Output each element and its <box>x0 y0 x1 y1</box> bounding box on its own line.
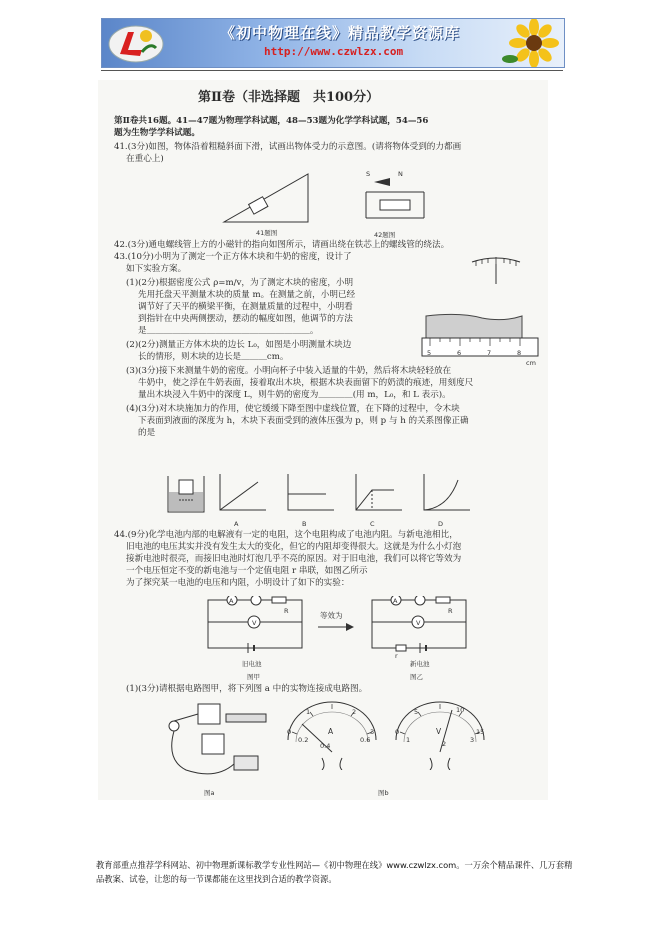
voltmeter-tick-label: 0 <box>395 728 400 736</box>
q44-line: 接新电池时很亮，而接旧电池时灯泡几乎不亮的原因。对于旧电池，我们可以将它等效为 <box>126 554 462 564</box>
scanned-exam-page <box>98 80 548 800</box>
circuit-diagram-yi <box>368 596 472 660</box>
q43-line: 长的情形，则木块的边长是＿＿＿cm。 <box>138 352 289 362</box>
voltmeter-tick-label: 10 <box>456 706 465 714</box>
graph-option-c <box>350 472 406 520</box>
voltmeter-sub-label: 3 <box>470 736 475 744</box>
voltmeter-tick-label: 15 <box>476 728 485 736</box>
banner-rule <box>101 70 563 71</box>
ruler-tick-label: 8 <box>517 349 522 357</box>
ammeter-tick-label: 3 <box>370 728 375 736</box>
intro-line: 题为生物学学科试题。 <box>114 128 200 138</box>
sunflower-icon <box>500 19 564 67</box>
q43-line: 是＿＿＿＿＿＿＿＿＿＿＿＿＿＿＿＿＿＿＿。 <box>138 326 319 336</box>
ruler-unit: cm <box>526 359 536 367</box>
graph-option-a <box>214 472 270 520</box>
footer-note: 教育部重点推荐学科网站、初中物理新课标教学专业性网站—《初中物理在线》www.czwlzx.com。一万余个精品课件、几万套精品教案、试卷，让您的每一节课都能在这里找到合适的教学资源。 <box>96 860 573 884</box>
q43-line: 到指针在中央两侧摆动，摆动的幅度如图，他调节的方法 <box>138 314 353 324</box>
q41-line: 41.(3分)如图，物体沿着粗糙斜面下滑，试画出物体受力的示意图。(请将物体受到的力都画 <box>114 142 462 152</box>
q43-line: 量出木块浸入牛奶中的深度 L，则牛奶的密度为＿＿＿＿(用 m，L₀，和 L 表示)。 <box>138 390 451 400</box>
fig-jia-caption: 图甲 <box>247 673 260 681</box>
q43-line: 如下实验方案。 <box>126 264 187 274</box>
q44-1-line: (1)(3分)请根据电路图甲，将下列图 a 中的实物连接成电路图。 <box>126 684 368 694</box>
fig-yi-caption: 图乙 <box>410 673 423 681</box>
graph-option-label: D <box>438 520 444 528</box>
pole-label-n: N <box>398 170 403 178</box>
fig-b-caption: 图b <box>378 789 389 797</box>
q41-line: 在重心上) <box>126 154 164 164</box>
voltmeter-tick-label: 5 <box>414 708 419 716</box>
circuit-diagram-jia <box>204 596 308 660</box>
q44-line: 一个电压恒定不变的新电池与一个定值电阻 r 串联，如图乙所示 <box>126 566 368 576</box>
ruler-tick-label: 5 <box>427 349 432 357</box>
site-banner <box>101 18 565 68</box>
ammeter-tick-label: 1 <box>306 708 311 716</box>
q43-line: (3)(3分)接下来测量牛奶的密度。小明向杯子中装入适量的牛奶，然后将木块轻轻放在 <box>126 366 452 376</box>
fig-a-caption: 图a <box>204 789 215 797</box>
ammeter-symbol-label: A <box>393 597 398 605</box>
q44-line: 44.(9分)化学电池内部的电解液有一定的电阻，这个电阻构成了电池内阻。与新电池相比， <box>114 530 458 540</box>
fig41-caption: 41题图 <box>256 229 278 237</box>
ruler-tick-label: 7 <box>487 349 492 357</box>
fig42-caption: 42题图 <box>374 231 396 239</box>
q43-line: 下表面到液面的深度为 h，木块下表面受到的液体压强为 p，则 p 与 h 的关系图像正确 <box>138 416 469 426</box>
q43-line: (2)(2分)测量正方体木块的边长 L₀，如图是小明测量木块边 <box>126 340 352 350</box>
ruler-measurement-figure <box>420 312 540 368</box>
site-logo-icon <box>106 22 166 64</box>
banner-url-link[interactable]: http://www.czwlzx.com <box>264 45 404 58</box>
ammeter-symbol-label: A <box>229 597 234 605</box>
voltmeter-letter: V <box>436 727 442 736</box>
pole-label-s: S <box>366 170 371 178</box>
q43-line: 43.(10分)小明为了测定一个正方体木块和牛奶的密度，设计了 <box>114 252 352 262</box>
ruler-tick-label: 6 <box>457 349 462 357</box>
voltmeter-sub-label: 1 <box>406 736 411 744</box>
ammeter-tick-label: 2 <box>352 708 357 716</box>
section-title: 第Ⅱ卷（非选择题 共100分） <box>198 90 380 105</box>
voltmeter-sub-label: 2 <box>442 740 447 748</box>
graph-option-label: C <box>370 520 375 528</box>
intro-line: 第Ⅱ卷共16题。41—47题为物理学科试题，48—53题为化学学科试题，54—56 <box>114 116 429 126</box>
graph-option-label: A <box>234 520 239 528</box>
q44-line: 旧电池的电压其实并没有发生太大的变化，但它的内阻却变得很大。这就是为什么小灯泡 <box>126 542 462 552</box>
incline-figure <box>222 172 312 224</box>
ammeter-letter: A <box>328 727 334 736</box>
graph-option-label: B <box>302 520 307 528</box>
ammeter-tick-label: 0 <box>287 728 292 736</box>
q43-line: (4)(3分)对木块施加力的作用，使它缓缓下降至图中虚线位置，在下降的过程中，令木块 <box>126 404 460 414</box>
q43-line: 牛奶中，使之浮在牛奶表面，接着取出木块，根据木块表面留下的奶渍的痕迹，用刻度尺 <box>138 378 474 388</box>
q43-line: (1)(2分)根据密度公式 ρ=m/v，为了测定木块的密度，小明 <box>126 278 354 288</box>
graph-option-d <box>418 472 474 520</box>
beaker-figure <box>164 472 208 516</box>
q43-line: 先用托盘天平测量木块的质量 m。在测量之前，小明已经 <box>138 290 356 300</box>
q43-line: 的是 <box>138 428 156 438</box>
voltmeter-symbol-label: V <box>416 619 421 627</box>
resistor-label: R <box>284 607 289 615</box>
ammeter-sub-label: 0.4 <box>320 742 331 750</box>
internal-resistor-label: r <box>395 652 398 660</box>
balance-pointer-scale <box>468 256 524 286</box>
apparatus-figure-a <box>156 700 276 784</box>
resistor-label: R <box>448 607 453 615</box>
banner-title: 《初中物理在线》精品教学资源库 <box>220 24 461 42</box>
equivalent-arrow-icon <box>316 622 356 632</box>
q43-line: 调节好了天平的横梁平衡，在测量质量的过程中，小明看 <box>138 302 353 312</box>
q42-line: 42.(3分)通电螺线管上方的小磁针的指向如图所示，请画出绕在铁芯上的螺线管的绕法。 <box>114 240 450 250</box>
voltmeter-symbol-label: V <box>252 619 257 627</box>
solenoid-figure <box>360 174 430 230</box>
graph-option-b <box>282 472 338 520</box>
ammeter-sub-label: 0.2 <box>298 736 309 744</box>
q44-line: 为了探究某一电池的电压和内阻，小明设计了如下的实验： <box>126 578 350 588</box>
equivalent-label: 等效为 <box>320 611 343 620</box>
new-battery-label: 新电池 <box>410 660 430 668</box>
ammeter-sub-label: 0.6 <box>360 736 371 744</box>
old-battery-label: 旧电池 <box>242 660 262 668</box>
